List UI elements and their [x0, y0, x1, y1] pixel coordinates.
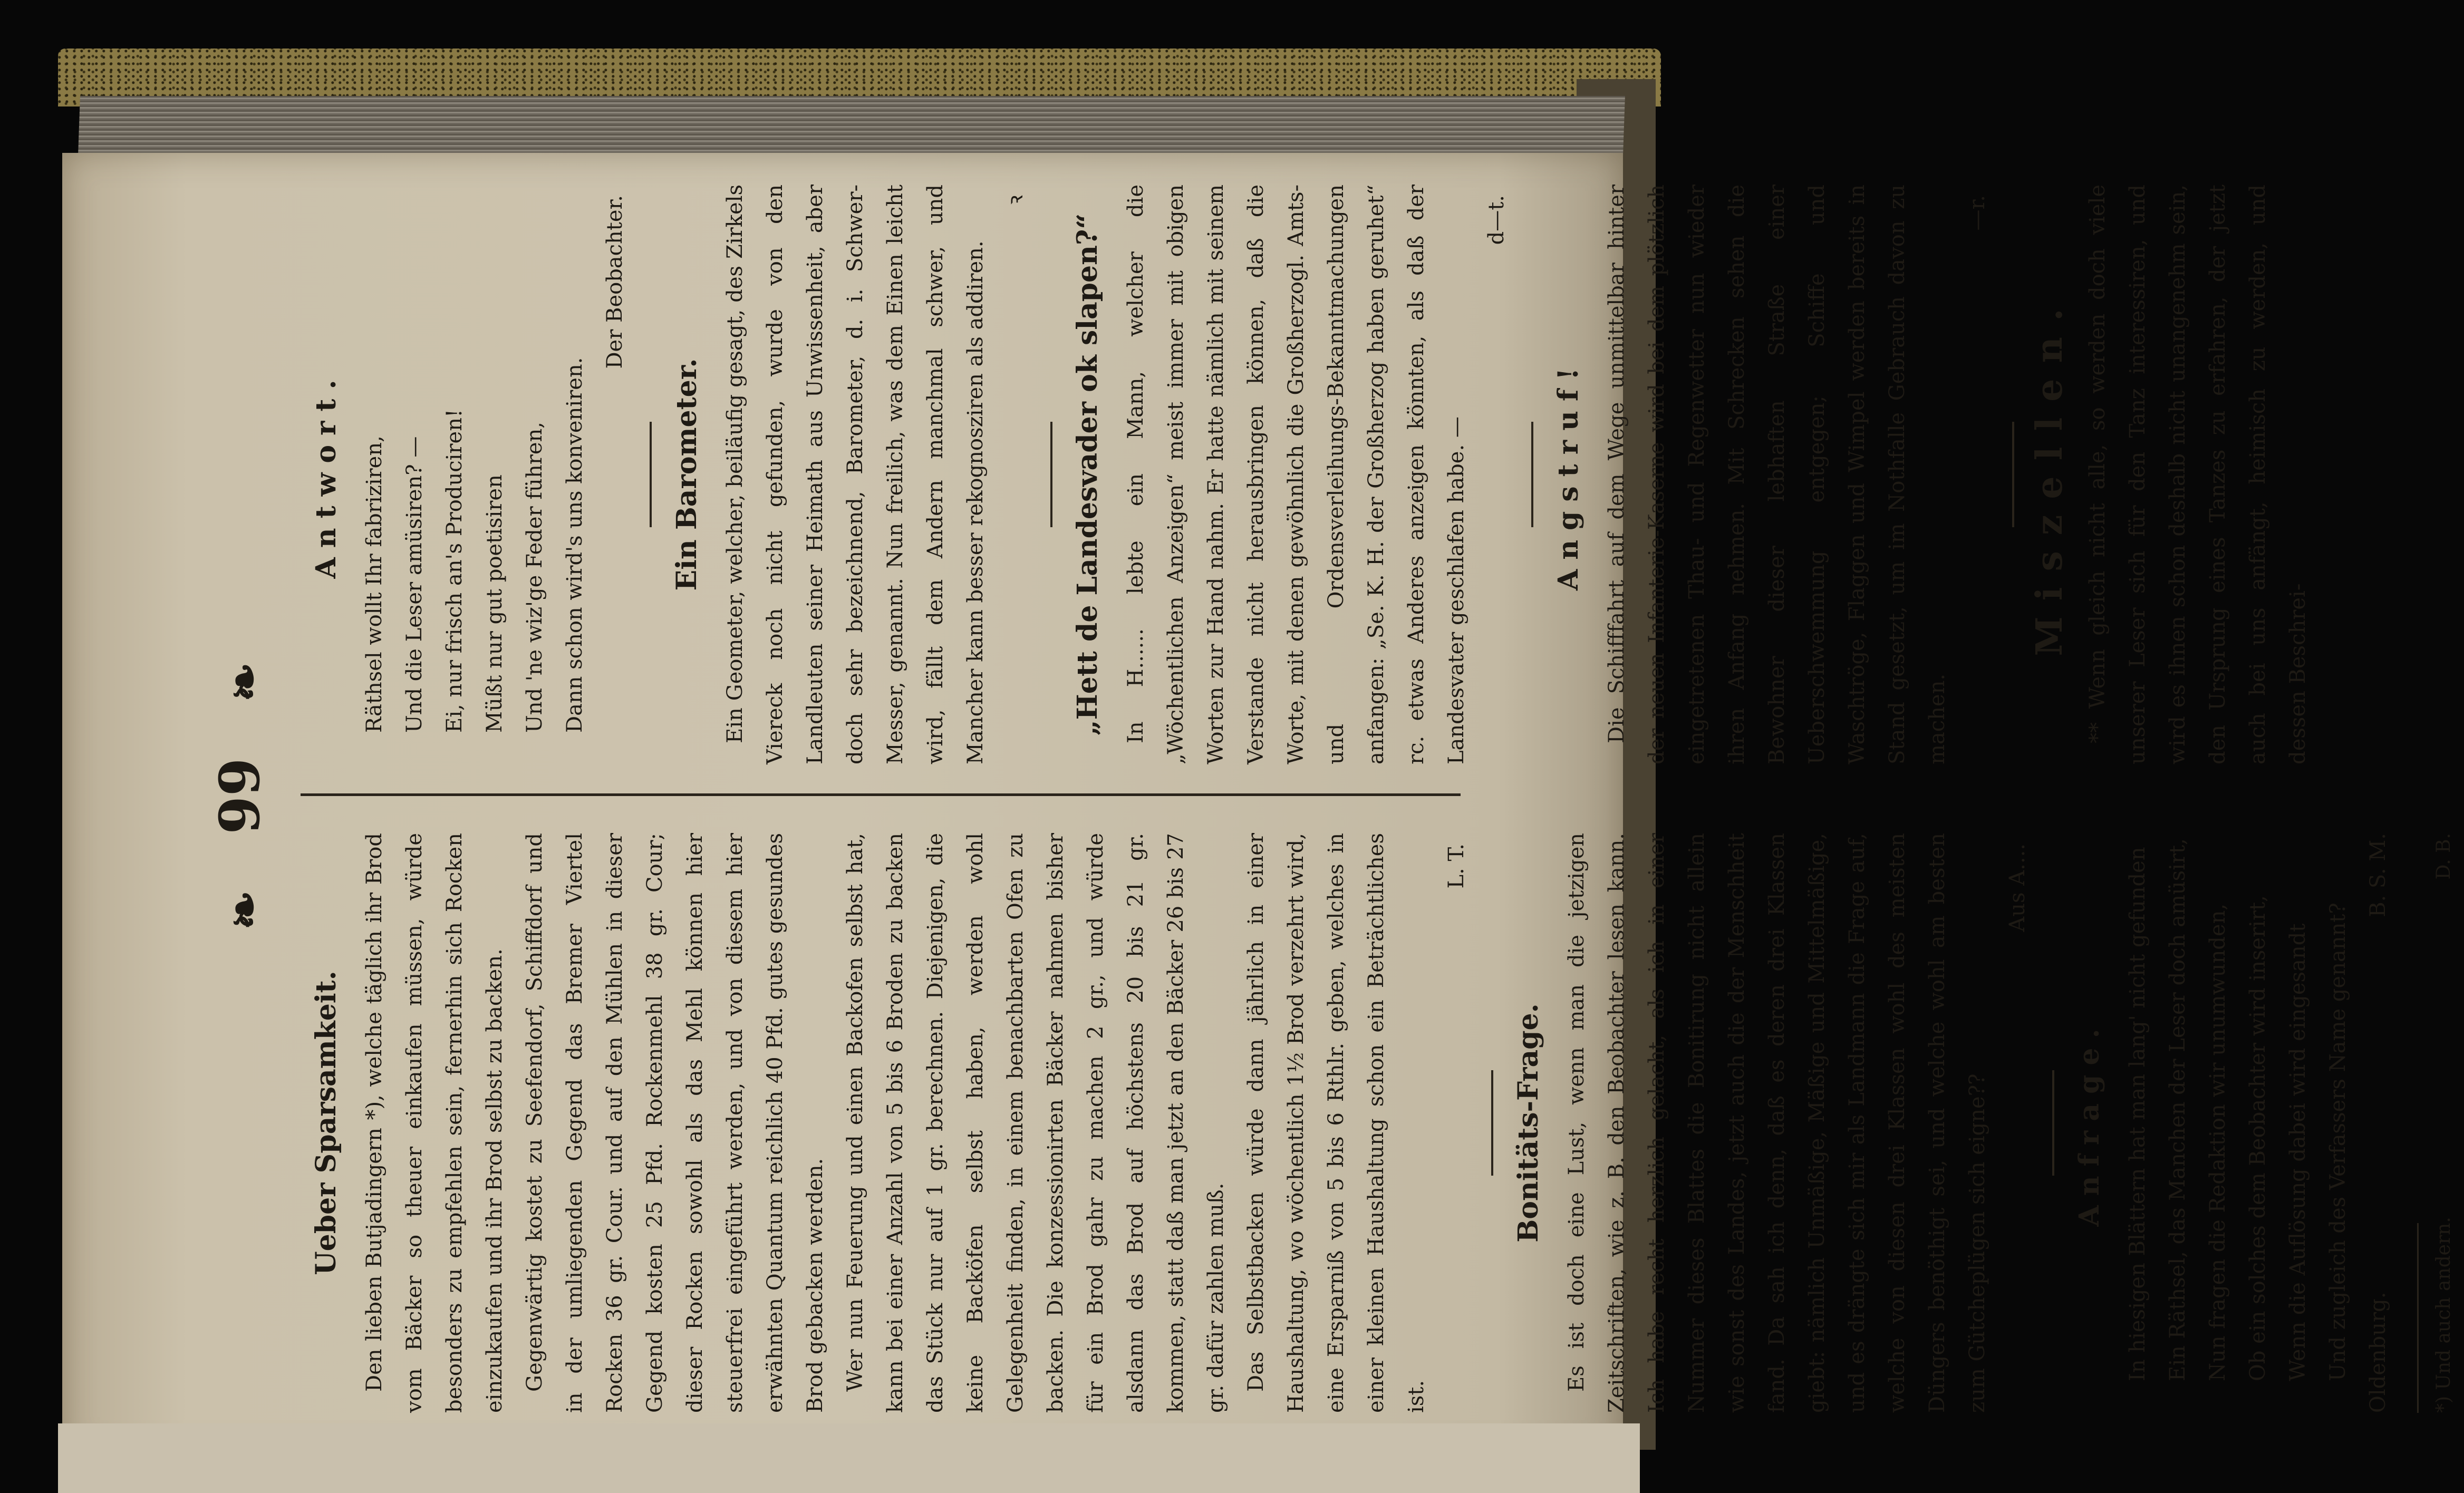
- separator: [2012, 422, 2014, 527]
- footnote-rule: [2417, 1223, 2419, 1413]
- article-title: Anfrage.: [2073, 1019, 2105, 1227]
- separator: [2052, 1070, 2054, 1176]
- paragraph: ** Wenn gleich nicht alle, so werden doch viele unserer Leser sich für den Tanz interessiren, und wird es ihnen schon deshalb nicht unangenehm sein, den Ursprung eines Tanzes zu erfahren, der jetzt auch bei uns anfängt, heimisch zu werden, und dessen Beschrei-: [2085, 185, 2310, 764]
- left-column: [301, 833, 2464, 1413]
- page-edges: [78, 96, 1625, 155]
- separator: [1491, 1070, 1493, 1176]
- paragraph: Ein Geometer, welcher, beiläufig gesagt, des Zirkels Viereck noch nicht gefunden, wurde von den Landleuten seiner Heimath aus Unwissenheit, aber doch sehr bezeichnend, Barometer, d. i. Schwer-Messer, genannt. Nun freilich, was dem Einen leicht wird, fällt dem Andern manchmal schwer, und Mancher kann besser rekognosziren als addiren.: [723, 185, 988, 764]
- footnote-row: [2424, 833, 2464, 1413]
- poem-line: Räthsel wollt Ihr fabriziren,: [362, 435, 386, 733]
- poem-line: In hiesigen Blättern hat man lang' nicht gefunden: [2125, 847, 2150, 1381]
- separator: [1531, 422, 1533, 527]
- article-title: Antwort.: [310, 370, 342, 579]
- poem-line: Müßt nur gut poetisiren: [482, 474, 507, 733]
- signature: Aus A....: [2005, 844, 2030, 932]
- signature: Der Beobachter.: [603, 195, 627, 369]
- separator: [650, 422, 652, 527]
- paragraph: In H...... lebte ein Mann, welcher die „Wöchentlichen Anzeigen“ meist immer mit obigen Worten zur Hand nahm. Er hatte nämlich mit seinem Verstande nicht herausbringen können, daß die Worte, mit denen gewöhnlich die Großherzogl. Amts- und Ordensverleihungs-Bekanntmachungen anfangen: „Se. K. H. der Großherzog haben geruhet“ rc. etwas Anderes anzeigen könnten, als daß der Landesvater geschlafen habe. —: [1124, 185, 1468, 764]
- signature: —r.: [1965, 195, 1989, 231]
- signature: ꝛ: [1003, 195, 1028, 205]
- poem-line: Und 'ne wiz'ge Feder führen,: [523, 422, 547, 733]
- paragraph: Es ist doch eine Lust, wenn man die jetzigen Zeitschriften, wie z. B. den Beobachter lesen kann. Ich habe recht herzlich gelacht, als ich in einer Nummer dieses Blattes die Bonitirung nicht allein wie sonst des Landes, jetzt auch die der Menschheit fand. Da sah ich denn, daß es deren drei Klassen giebt: nämlich Unmäßige, Mäßige und Mittelmäßige, und es drängte sich mir als Landmann die Frage auf, welche von diesen drei Klassen wohl des meisten Düngers benöthigt sei, und welche wohl am besten zum Gütcheplügen sich eigne??: [1564, 833, 1989, 1413]
- paragraph: Den lieben Butjadingern *), welche täglich ihr Brod vom Bäcker so theuer einkaufen müssen, würde besonders zu empfehlen sein, fernerhin sich Rocken einzukaufen und ihr Brod selbst zu backen.: [362, 833, 507, 1413]
- page-text-rotated: [142, 158, 2455, 1434]
- place-signature-row: [2358, 833, 2398, 1413]
- poem: [354, 185, 595, 764]
- signature: B. S. M.: [2366, 833, 2390, 917]
- poem-line: Ei, nur frisch an's Produciren!: [442, 409, 467, 733]
- column-divider: [301, 793, 1461, 796]
- poem-line: Dann schon wird's uns konveniren.: [563, 357, 587, 733]
- article-title: Angstruf!: [1552, 358, 1584, 591]
- signature: D. B.: [2433, 833, 2455, 880]
- poem-line: Wenn die Auflösung dabei wird eingesandt: [2286, 923, 2310, 1381]
- article-title: „Hett de Landesvader ok slapen?“: [1071, 213, 1104, 736]
- poem-line: Ein Räthsel, das Manchen der Leser doch amüsirt,: [2166, 838, 2190, 1381]
- signature: L. T.: [1444, 844, 1468, 889]
- footnote: *) Und auch andern.: [2433, 1217, 2455, 1413]
- place: Oldenburg.: [2366, 1292, 2390, 1413]
- poem-line: Und die Leser amüsiren? —: [402, 436, 427, 733]
- page-number: 99: [207, 758, 272, 835]
- article-title: Ueber Sparsamkeit.: [310, 971, 342, 1275]
- ornament-left: ❧: [216, 890, 273, 930]
- poem-line: Und zugleich des Verfassers Name genannt?: [2326, 903, 2350, 1381]
- paragraph: Wer nun Feuerung und einen Backofen selbst hat, kann bei einer Anzahl von 5 bis 6 Broden zu backen das Stück nur auf 1 gr. berechnen. Diejenigen, die keine Backöfen selbst haben, werden wohl Gelegenheit finden, in einem benachbarten Ofen zu backen. Die konzessionirten Bäcker nahmen bisher für ein Brod gahr zu machen 2 gr., und würde alsdann das Brod auf höchstens 20 bis 21 gr. kommen, statt daß man jetzt an den Bäcker 26 bis 27 gr. dafür zahlen muß.: [843, 833, 1228, 1413]
- poem-line: Nun fragen die Redaktion wir unumwunden,: [2206, 903, 2230, 1381]
- page-header: [200, 158, 279, 1434]
- poem: [2118, 833, 2358, 1413]
- article-title: Ein Barometer.: [671, 358, 703, 591]
- signature: d—t.: [1484, 195, 1509, 245]
- article-title: Bonitäts-Frage.: [1512, 1003, 1544, 1243]
- separator: [1050, 422, 1052, 527]
- right-column: [301, 185, 2318, 764]
- paragraph: Die Schifffahrt auf dem Wege unmittelbar hinter der neuen Infanterie-Kaserne wird bei dem plötzlich eingetretenen Thau- und Regenwetter nun wieder ihren Anfang nehmen. Mit Schrecken sehen die Bewohner dieser lebhaften Straße einer Ueberschwemmung entgegen; Schiffe und Waschtröge, Flaggen und Wimpel werden bereits in Stand gesetzt, um im Nothfalle Gebrauch davon zu machen.: [1605, 185, 1949, 764]
- ornament-right: ❧: [216, 662, 273, 702]
- paragraph: Gegenwärtig kostet zu Seefendorf, Schiffdorf und in der umliegenden Gegend das Bremer Viertel Rocken 36 gr. Cour. und auf den Mühlen in dieser Gegend kosten 25 Pfd. Rockenmehl 38 gr. Cour; dieser Rocken sowohl als das Mehl können hier steuerfrei eingeführt werden, und von diesem hier erwähnten Quantum reichlich 40 Pfd. gutes gesundes Brod gebacken werden.: [523, 833, 827, 1413]
- paragraph: Das Selbstbacken würde dann jährlich in einer Haushaltung, wo wöchentlich 1½ Brod verzehrt wird, eine Ersparniß von 5 bis 6 Rthlr. geben, welches in einer kleinen Haushaltung schon ein Beträchtliches ist.: [1244, 833, 1428, 1413]
- poem-line: Ob ein solches dem Beobachter wird inserirt,: [2246, 895, 2270, 1381]
- article-title: Miszellen.: [2028, 293, 2071, 656]
